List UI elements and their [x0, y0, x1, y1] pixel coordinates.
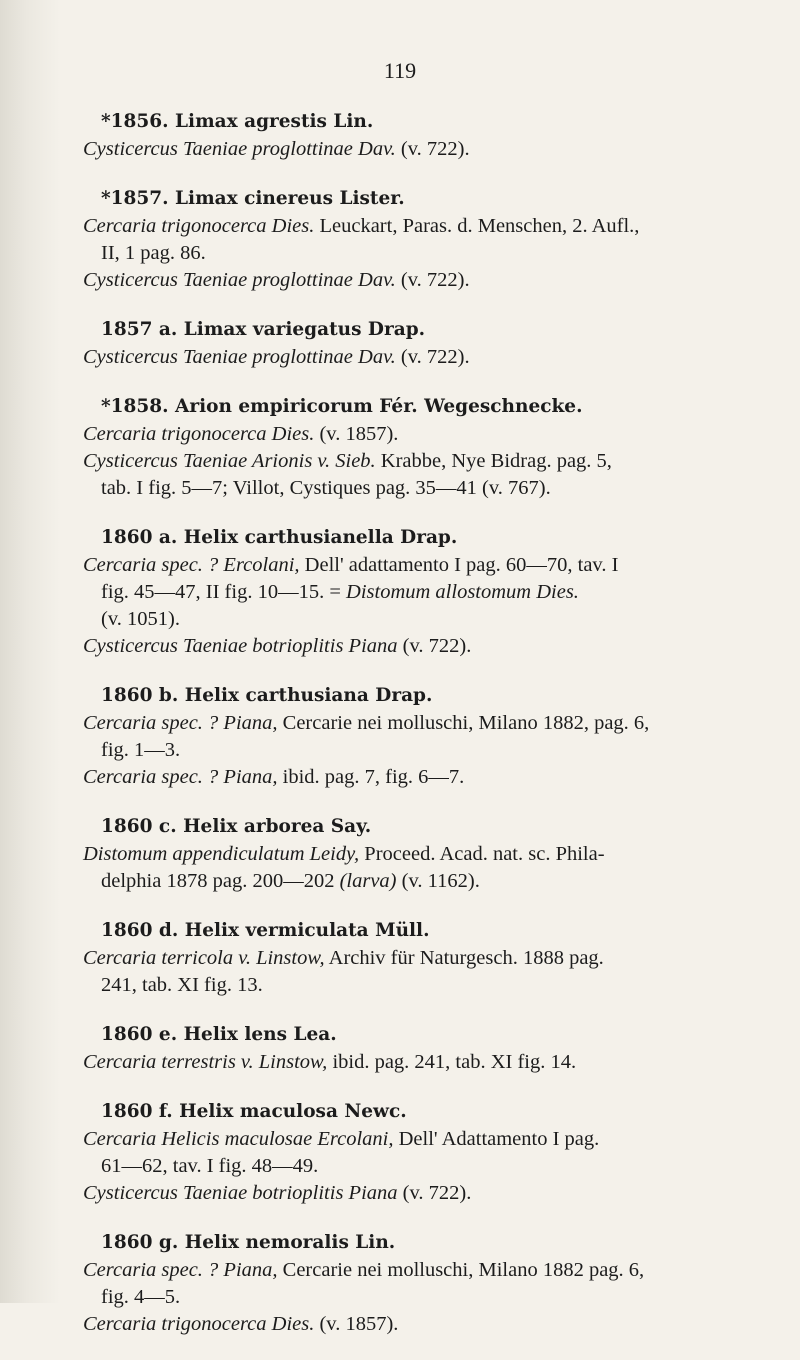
parasite-citation: Cysticercus Taeniae Arionis v. Sieb. Krabbe, Nye Bidrag. pag. 5, — [83, 450, 612, 472]
entry-heading: 1860 b. Helix carthusiana Drap. — [101, 685, 433, 706]
parasite-citation: Cysticercus Taeniae proglottinae Dav. (v. 722). — [83, 346, 470, 368]
catalog-entry — [83, 682, 763, 791]
entry-heading: 1860 c. Helix arborea Say. — [101, 816, 372, 837]
taxon-name: Cysticercus Taeniae proglottinae Dav. — [83, 138, 396, 160]
entry-heading: 1860 g. Helix nemoralis Lin. — [101, 1232, 396, 1253]
parasite-citation: Cercaria spec. ? Ercolani, Dell' adattamento I pag. 60—70, tav. I — [83, 554, 619, 576]
parasite-citation: Cercaria spec. ? Piana, Cercarie nei molluschi, Milano 1882, pag. 6, — [83, 712, 650, 734]
citation-continuation: fig. 1—3. — [101, 739, 181, 761]
entry-heading: 1857 a. Limax variegatus Drap. — [101, 319, 426, 340]
parasite-citation: Cercaria trigonocerca Dies. (v. 1857). — [83, 423, 399, 445]
catalog-entry — [83, 393, 763, 502]
taxon-name: Distomum appendiculatum Leidy, — [83, 843, 360, 865]
parasite-citation: Cysticercus Taeniae proglottinae Dav. (v. 722). — [83, 138, 470, 160]
taxon-name: Distomum allostomum Dies. — [340, 581, 579, 603]
citation-continuation: fig. 45—47, II fig. 10—15. = Distomum allostomum Dies. — [101, 581, 579, 603]
catalog-entry — [83, 917, 763, 999]
citation-continuation: (v. 1051). — [101, 608, 180, 630]
entry-heading: *1856. Limax agrestis Lin. — [101, 111, 374, 132]
catalog-entry — [83, 524, 763, 660]
citation-continuation: 61—62, tav. I fig. 48—49. — [101, 1155, 319, 1177]
parasite-citation: Cercaria terricola v. Linstow, Archiv für Naturgesch. 1888 pag. — [83, 947, 604, 969]
catalog-entry — [83, 108, 763, 163]
catalog-entry — [83, 316, 763, 371]
taxon-name: Cysticercus Taeniae Arionis v. Sieb. — [83, 450, 376, 472]
parasite-citation: Cercaria spec. ? Piana, Cercarie nei molluschi, Milano 1882 pag. 6, — [83, 1259, 645, 1281]
catalog-entry — [83, 1021, 763, 1076]
taxon-name: Cysticercus Taeniae botrioplitis Piana — [83, 635, 398, 657]
citation-continuation: tab. I fig. 5—7; Villot, Cystiques pag. 35—41 (v. 767). — [101, 477, 551, 499]
taxon-name: Cercaria spec. ? Piana, — [83, 712, 278, 734]
taxon-name: Cercaria spec. ? Piana, — [83, 766, 278, 788]
entry-heading: 1860 a. Helix carthusianella Drap. — [101, 527, 458, 548]
entry-heading: *1857. Limax cinereus Lister. — [101, 188, 405, 209]
page-number: 119 — [383, 58, 417, 83]
citation-continuation: delphia 1878 pag. 200—202 (larva) (v. 1162). — [101, 870, 480, 892]
entry-heading: 1860 d. Helix vermiculata Müll. — [101, 920, 430, 941]
citation-continuation: fig. 4—5. — [101, 1286, 181, 1308]
parasite-citation: Cercaria Helicis maculosae Ercolani, Dell' Adattamento I pag. — [83, 1128, 600, 1150]
parasite-citation: Cysticercus Taeniae botrioplitis Piana (v. 722). — [83, 1182, 472, 1204]
parasite-citation: Cysticercus Taeniae proglottinae Dav. (v. 722). — [83, 269, 470, 291]
catalog-entry — [83, 1098, 763, 1207]
citation-continuation: II, 1 pag. 86. — [101, 242, 206, 264]
taxon-name: Cysticercus Taeniae proglottinae Dav. — [83, 346, 396, 368]
taxon-name: Cysticercus Taeniae proglottinae Dav. — [83, 269, 396, 291]
entry-heading: 1860 f. Helix maculosa Newc. — [101, 1101, 407, 1122]
entry-heading: 1860 e. Helix lens Lea. — [101, 1024, 337, 1045]
page-edge-shadow — [0, 0, 60, 1303]
catalog-entry — [83, 185, 763, 294]
entry-heading: *1858. Arion empiricorum Fér. Wegeschnecke. — [101, 396, 583, 417]
taxon-name: Cercaria trigonocerca Dies. — [83, 423, 315, 445]
catalog-entry — [83, 1229, 763, 1338]
taxon-name: Cercaria terrestris v. Linstow, — [83, 1051, 328, 1073]
taxon-name: Cercaria Helicis maculosae Ercolani, — [83, 1128, 394, 1150]
taxon-name: Cercaria terricola v. Linstow, — [83, 947, 325, 969]
parasite-citation: Cysticercus Taeniae botrioplitis Piana (v. 722). — [83, 635, 472, 657]
parasite-citation: Cercaria terrestris v. Linstow, ibid. pag. 241, tab. XI fig. 14. — [83, 1051, 577, 1073]
parasite-citation: Cercaria trigonocerca Dies. Leuckart, Paras. d. Menschen, 2. Aufl., — [83, 215, 640, 237]
citation-continuation: 241, tab. XI fig. 13. — [101, 974, 263, 996]
taxon-name: Cercaria spec. ? Ercolani, — [83, 554, 300, 576]
parasite-citation: Cercaria spec. ? Piana, ibid. pag. 7, fig. 6—7. — [83, 766, 465, 788]
parasite-citation: Cercaria trigonocerca Dies. (v. 1857). — [83, 1313, 399, 1335]
taxon-name: Cercaria trigonocerca Dies. — [83, 1313, 315, 1335]
taxon-name: Cercaria spec. ? Piana, — [83, 1259, 278, 1281]
parasite-citation: Distomum appendiculatum Leidy, Proceed. Acad. nat. sc. Phila- — [83, 843, 605, 865]
page-body — [83, 108, 763, 1360]
taxon-name: Cysticercus Taeniae botrioplitis Piana — [83, 1182, 398, 1204]
taxon-name: Cercaria trigonocerca Dies. — [83, 215, 315, 237]
taxon-name: (larva) — [334, 870, 397, 892]
catalog-entry — [83, 813, 763, 895]
